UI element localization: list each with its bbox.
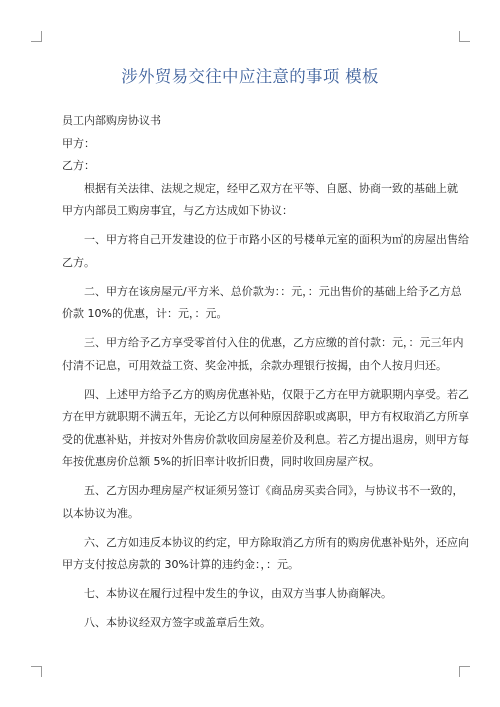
clause-4-line-3: 受的优惠补贴，并按对外售房价款收回房屋差价及利息。若乙方提出退房，则甲方每	[62, 432, 469, 446]
crop-mark-top-right	[459, 31, 470, 42]
clause-6-line-1: 六、乙方如违反本协议的约定，甲方除取消乙方所有的购房优惠补贴外，还应向	[84, 535, 469, 549]
clause-4-line-2: 方在甲方就职期不满五年，无论乙方以何种原因辞职或离职，甲方有权取消乙方所享	[62, 410, 469, 423]
intro-line-2: 甲方内部员工购房事宜，与乙方达成如下协议：	[62, 204, 293, 217]
crop-mark-bottom-right	[459, 666, 470, 677]
document-title: 涉外贸易交往中应注意的事项 模板	[121, 67, 379, 86]
party-a-label: 甲方：	[62, 136, 95, 150]
clause-5-line-2: 以本协议为准。	[62, 506, 139, 520]
party-b-label: 乙方：	[62, 159, 95, 172]
crop-mark-top-left	[31, 31, 42, 42]
clause-4-line-1: 四、上述甲方给予乙方的购房优惠补贴，仅限于乙方在甲方就职期内享受。若乙	[84, 387, 469, 401]
clause-2-line-1: 二、甲方在该房屋元/平方米、总价款为：：元，：元出售价的基础上给予乙方总	[84, 284, 462, 298]
clause-7: 七、本协议在履行过程中发生的争议，由双方当事人协商解决。	[84, 587, 392, 600]
clause-3-line-2: 付清不记息，可用效益工资、奖金冲抵，余款办理银行按揭，由个人按月归还。	[62, 358, 447, 372]
intro-line-1: 根据有关法律、法规之规定，经甲乙双方在平等、自愿、协商一致的基础上就	[84, 181, 458, 195]
clause-1-line-2: 乙方。	[62, 255, 95, 269]
clause-8: 八、本协议经双方签字或盖章后生效。	[84, 616, 271, 629]
clause-4-line-4: 年按优惠房价总额 5%的折旧率计收折旧费，同时收回房屋产权。	[62, 455, 380, 468]
agreement-heading: 员工内部购房协议书	[62, 114, 161, 127]
crop-mark-bottom-left	[31, 666, 42, 677]
clause-6-line-2: 甲方支付按总房款的 30%计算的违约金：，：元。	[62, 558, 299, 571]
clause-5-line-1: 五、乙方因办理房屋产权证须另签订《商品房买卖合同》，与协议书不一致的，	[84, 484, 464, 497]
clause-3-line-1: 三、甲方给予乙方享受零首付入住的优惠，乙方应缴的首付款：元，：元三年内	[84, 336, 464, 349]
clause-2-line-2: 价款 10%的优惠，计：元，：元。	[62, 307, 228, 320]
document-body	[62, 110, 469, 635]
clause-1-line-1: 一、甲方将自己开发建设的位于市路小区的号楼单元室的面积为㎡的房屋出售给	[84, 233, 469, 246]
